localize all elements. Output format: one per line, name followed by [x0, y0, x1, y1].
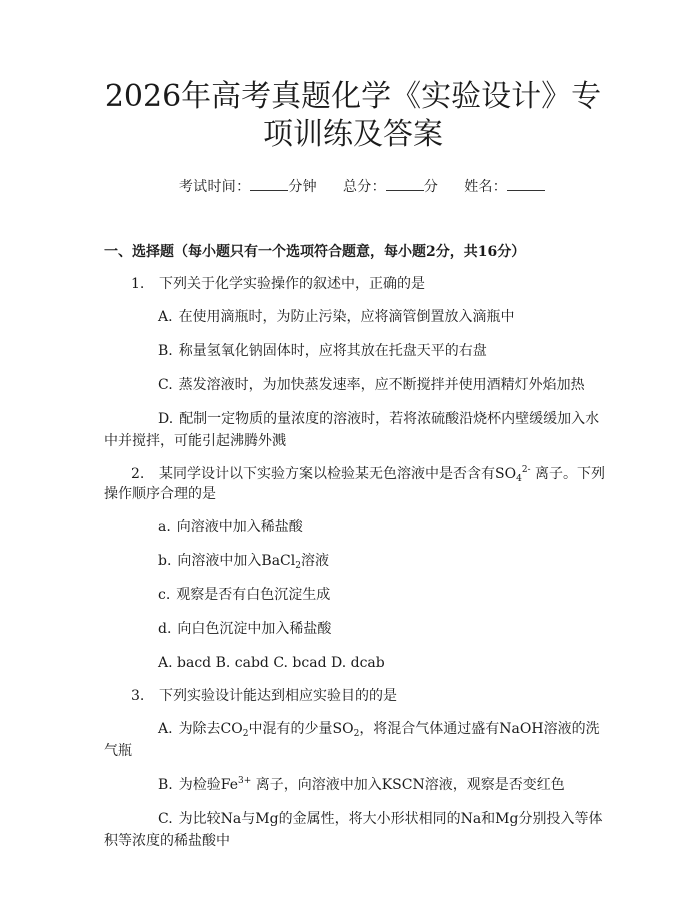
time-blank — [250, 178, 288, 191]
question-1-option-a — [104, 306, 610, 328]
option-label: D. — [158, 411, 174, 427]
score-blank — [386, 178, 424, 191]
step-label: c. — [158, 587, 171, 603]
subscript: 2 — [242, 729, 249, 739]
step-text-cont: 溶液 — [300, 553, 329, 569]
question-text: 下列关于化学实验操作的叙述中，正确的是 — [159, 276, 425, 292]
subscript: 2 — [295, 561, 301, 571]
question-number: 2. — [131, 466, 145, 482]
question-1-option-b — [104, 340, 610, 362]
step-label: a. — [158, 519, 171, 535]
option-text: 配制一定物质的量浓度的溶液时，若将浓硫酸沿烧杯内壁缓缓加入水中并搅拌，可能引起沸腾外溅 — [104, 411, 600, 449]
question-text-cont: 离子。下列操作顺序合理的是 — [104, 466, 606, 502]
question-3-option-b — [104, 774, 610, 796]
question-2-stem — [104, 464, 610, 504]
question-1-option-c — [104, 374, 610, 396]
option-text-cont: 中混有的少量SO — [248, 721, 354, 737]
option-label: B. — [158, 343, 173, 359]
option-text: 在使用滴瓶时，为防止污染，应将滴管倒置放入滴瓶中 — [178, 309, 515, 325]
option-text: 为比较Na与Mg的金属性，将大小形状相同的Na和Mg分别投入等体积等浓度的稀盐酸中 — [104, 811, 603, 849]
superscript: 3+ — [237, 776, 252, 786]
option-text: 为除去CO — [178, 721, 243, 737]
score-unit: 分 — [423, 179, 439, 195]
question-3-option-c — [104, 808, 610, 852]
step-label: b. — [158, 553, 172, 569]
step-text: 向白色沉淀中加入稀盐酸 — [177, 621, 332, 637]
option-text: 蒸发溶液时，为加快蒸发速率，应不断搅拌并使用酒精灯外焰加热 — [178, 377, 585, 393]
question-1-option-d — [104, 408, 610, 452]
score-label: 总分： — [342, 179, 386, 195]
subscript: 4 — [516, 474, 522, 484]
question-3-option-a — [104, 718, 610, 762]
exam-meta — [114, 176, 610, 196]
name-label: 姓名： — [464, 179, 508, 195]
subscript: 2 — [353, 729, 360, 739]
time-label: 考试时间： — [178, 179, 251, 195]
option-label: C. — [158, 811, 173, 827]
option-label: A. — [158, 309, 173, 325]
question-number: 3. — [131, 688, 145, 704]
option-text: 称量氢氧化钠固体时，应将其放在托盘天平的右盘 — [178, 343, 487, 359]
step-label: d. — [158, 621, 172, 637]
name-blank — [507, 178, 545, 191]
option-label: B. — [158, 777, 173, 793]
option-text: 为检验Fe — [178, 777, 238, 793]
question-2-step-b — [104, 550, 610, 572]
option-text-cont: 离子，向溶液中加入KSCN溶液，观察是否变红色 — [251, 777, 565, 793]
question-number: 1. — [131, 276, 145, 292]
question-2-step-c — [104, 584, 610, 606]
document-title: 2026年高考真题化学《实验设计》专项训练及答案 — [104, 79, 602, 152]
question-2-step-d — [104, 618, 610, 640]
section-heading: 一、选择题（每小题只有一个选项符合题意，每小题2分，共16分） — [104, 244, 526, 260]
time-unit: 分钟 — [288, 179, 317, 195]
option-label: A. — [158, 721, 173, 737]
question-3-stem — [104, 686, 610, 706]
question-text: 某同学设计以下实验方案以检验某无色溶液中是否含有SO — [159, 466, 517, 482]
question-1-stem — [104, 274, 610, 294]
option-label: C. — [158, 377, 173, 393]
superscript: 2- — [521, 465, 531, 475]
question-2-step-a — [104, 516, 610, 538]
question-2-choices: A. bacd B. cabd C. bcad D. dcab — [158, 655, 385, 671]
question-text: 下列实验设计能达到相应实验目的的是 — [159, 688, 397, 704]
step-text: 向溶液中加入稀盐酸 — [176, 519, 303, 535]
step-text: 向溶液中加入BaCl — [177, 553, 296, 569]
step-text: 观察是否有白色沉淀生成 — [176, 587, 331, 603]
option-text-cont: ，将混合气体通过盛有NaOH溶液的洗气瓶 — [104, 721, 600, 759]
